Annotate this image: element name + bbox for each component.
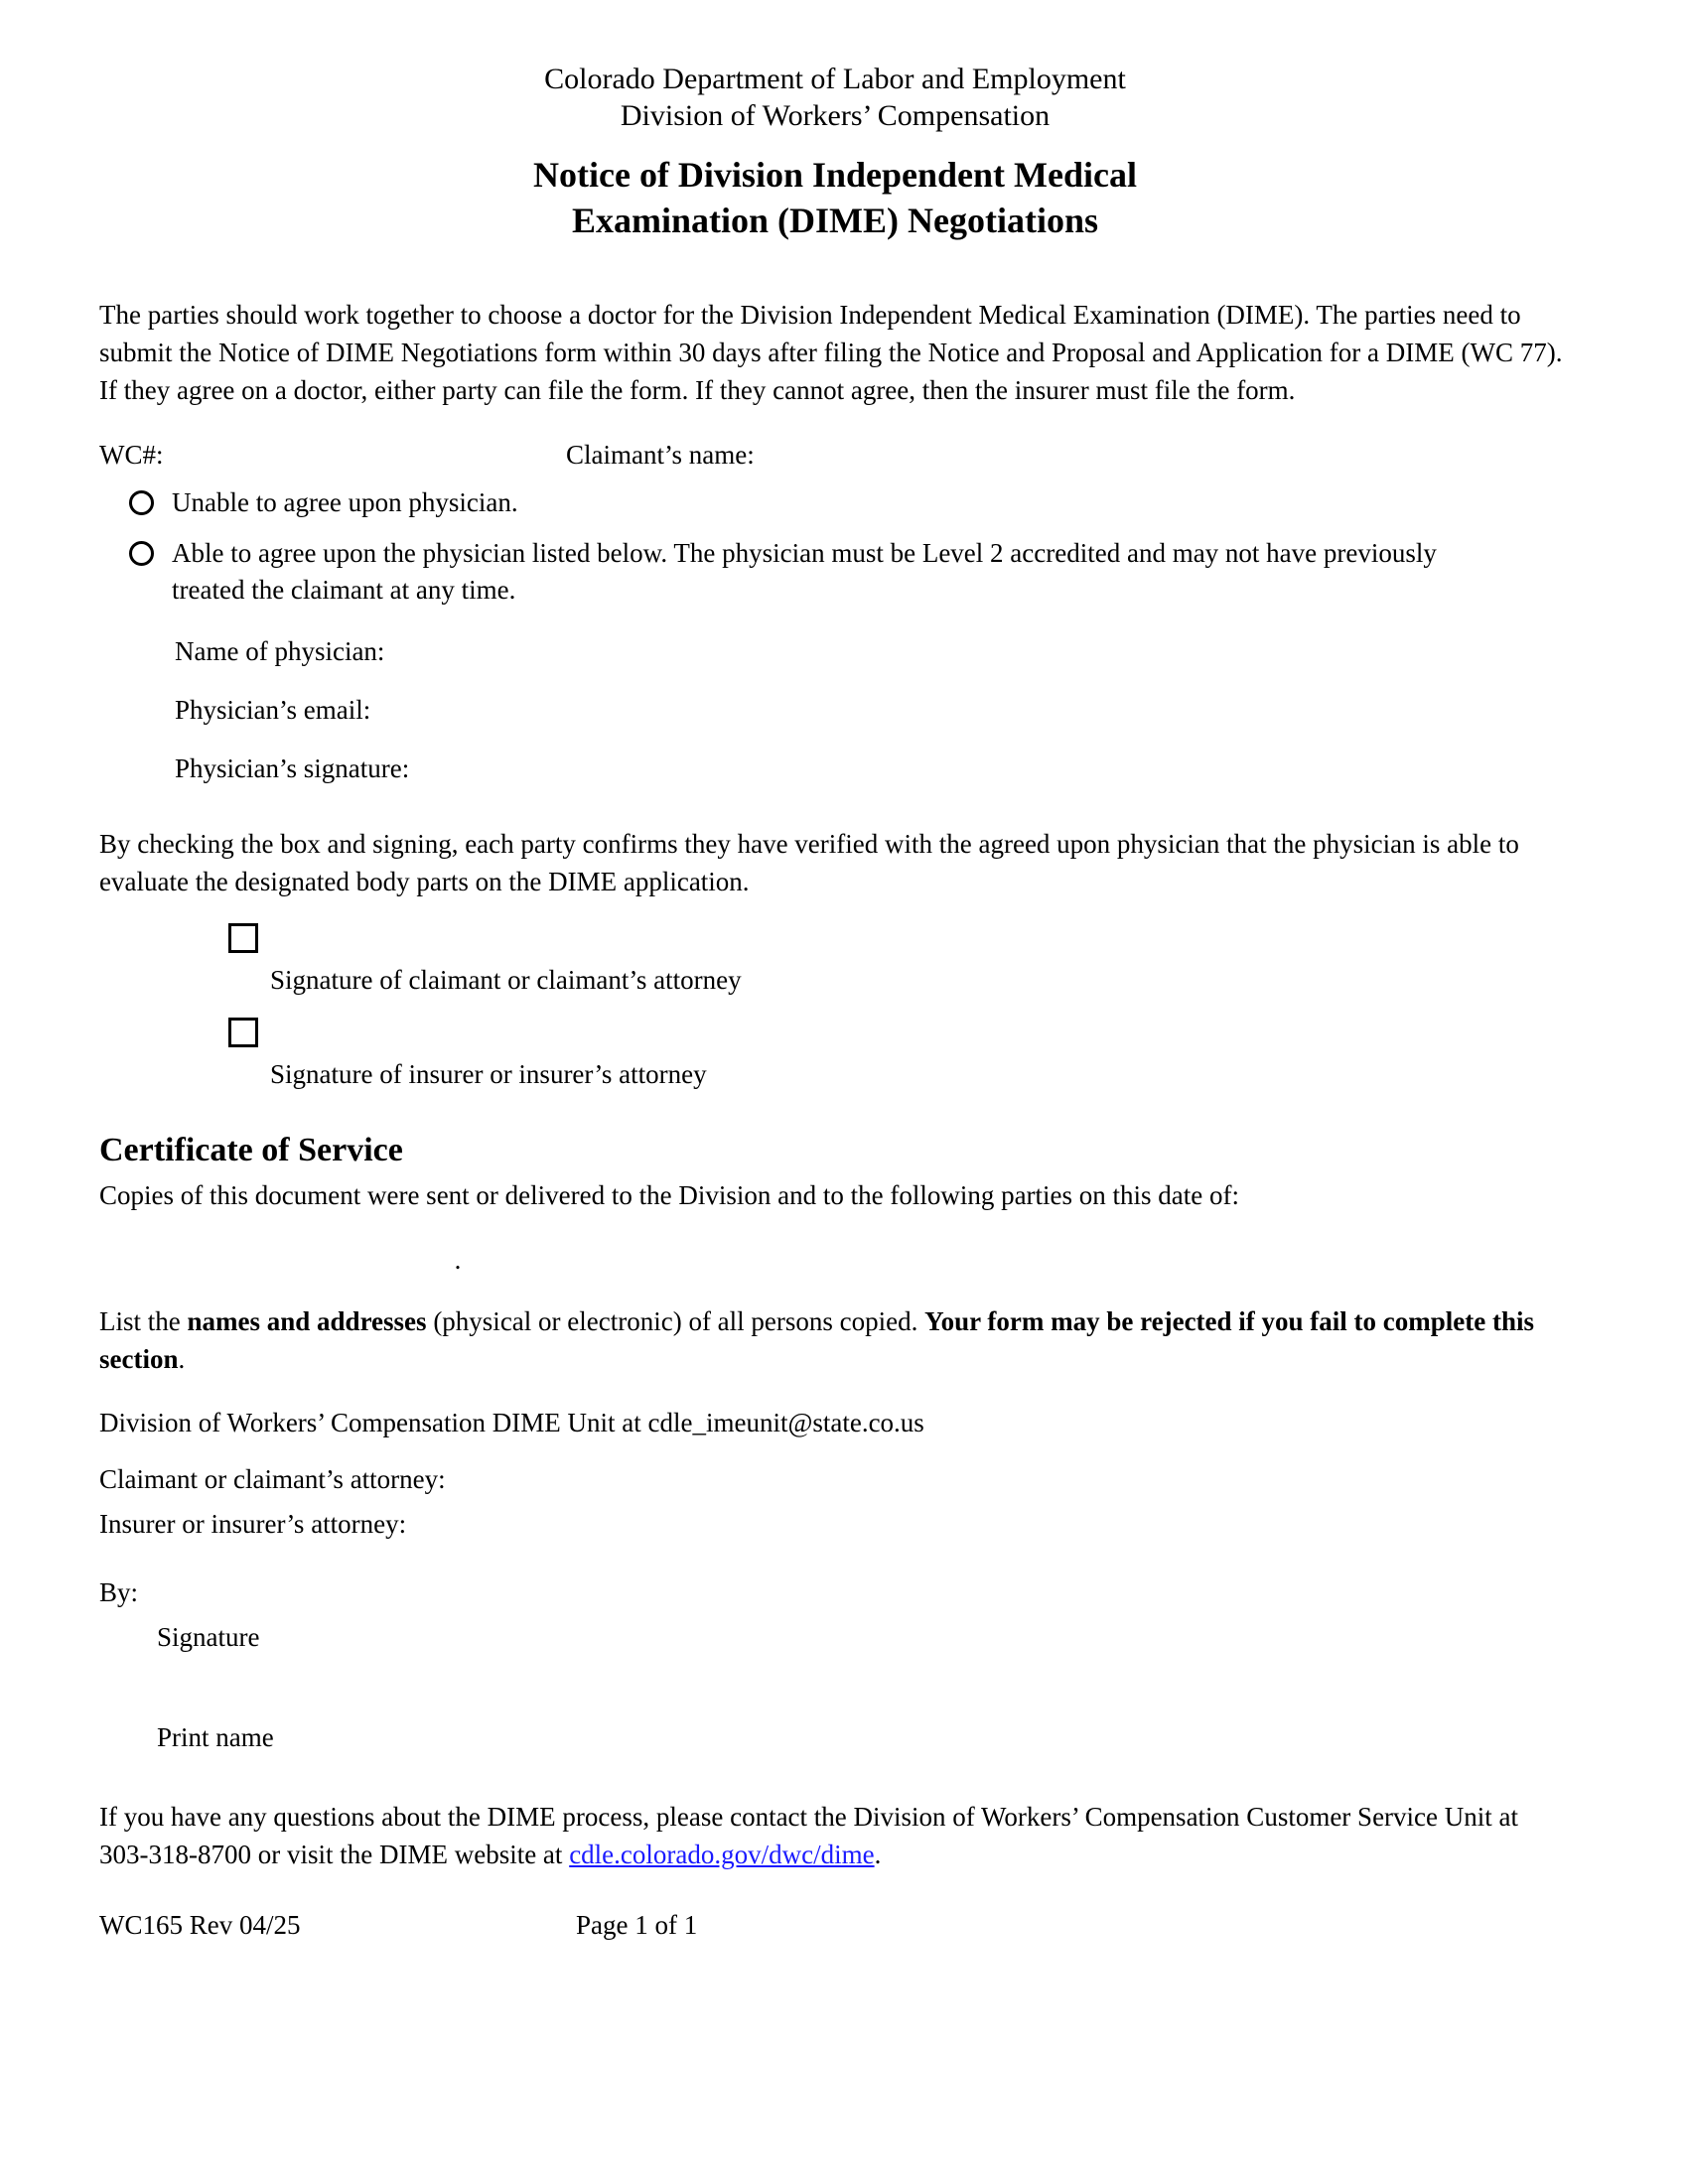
- list-addresses-note: [99, 1303, 1571, 1379]
- identification-row: [99, 440, 1571, 471]
- insurer-party-field[interactable]: Insurer or insurer’s attorney:: [99, 1509, 407, 1540]
- claimant-name-label: Claimant’s name:: [566, 439, 755, 470]
- agency-name-line-1: Colorado Department of Labor and Employment: [544, 63, 1126, 95]
- option-able-to-agree-label: Able to agree upon the physician listed below. The physician must be Level 2 accredited and may not have previously treated the claimant at any time.: [172, 537, 1437, 606]
- list-note-part-2: (physical or electronic) of all persons copied.: [426, 1305, 925, 1336]
- option-unable-to-agree-label: Unable to agree upon physician.: [172, 486, 518, 517]
- questions-paragraph: [99, 1799, 1571, 1874]
- claimant-signature-label: Signature of claimant or claimant’s attorney: [270, 965, 742, 996]
- page-title-line-1: Notice of Division Independent Medical: [533, 155, 1137, 196]
- list-note-bold-1: names and addresses: [187, 1305, 427, 1336]
- physician-signature-field[interactable]: Physician’s signature:: [175, 753, 410, 784]
- radio-button-icon[interactable]: [129, 541, 154, 566]
- list-note-part-1: List the: [99, 1305, 188, 1336]
- claimant-party-field[interactable]: Claimant or claimant’s attorney:: [99, 1464, 446, 1495]
- form-revision-id: WC165 Rev 04/25: [99, 1910, 301, 1941]
- option-unable-to-agree[interactable]: [99, 484, 1571, 521]
- list-note-part-3: .: [178, 1343, 186, 1374]
- radio-button-icon[interactable]: [129, 490, 154, 515]
- certificate-sent-line: Copies of this document were sent or delivered to the Division and to the following parties on this date of:: [99, 1180, 1240, 1211]
- insurer-attestation-checkbox[interactable]: [228, 1018, 258, 1047]
- division-dime-unit-line: Division of Workers’ Compensation DIME Unit at cdle_imeunit@state.co.us: [99, 1408, 924, 1438]
- list-note-bold-2: Your form may be rejected if you fail to complete this section: [99, 1305, 1535, 1374]
- physician-name-field[interactable]: Name of physician:: [175, 636, 385, 667]
- certificate-date-value[interactable]: .: [454, 1244, 462, 1275]
- agency-name-line-2: Division of Workers’ Compensation: [620, 98, 1051, 132]
- insurer-signature-label: Signature of insurer or insurer’s attorney: [270, 1059, 707, 1090]
- questions-text-part-2: .: [874, 1840, 882, 1870]
- wc-number-label: WC#:: [99, 439, 164, 470]
- print-name-label[interactable]: Print name: [157, 1722, 274, 1753]
- claimant-attestation-checkbox[interactable]: [228, 923, 258, 953]
- page-title-line-2: Examination (DIME) Negotiations: [572, 201, 1098, 241]
- page-title: [99, 152, 1571, 243]
- dime-website-link[interactable]: cdle.colorado.gov/dwc/dime: [569, 1840, 875, 1870]
- signature-label[interactable]: Signature: [157, 1622, 260, 1653]
- intro-paragraph: The parties should work together to choose a doctor for the Division Independent Medical Examination (DIME). The parties need to submit the Notice of DIME Negotiations form within 30 days after filing the Notice and Proposal and Application for a DIME (WC 77). If they agree on a doctor, either party can file the form. If they cannot agree, then the insurer must file the form.: [99, 300, 1563, 405]
- attestation-paragraph: By checking the box and signing, each party confirms they have verified with the agreed upon physician that the physician is able to evaluate the designated body parts on the DIME application.: [99, 829, 1519, 897]
- certificate-of-service-heading: Certificate of Service: [99, 1132, 403, 1169]
- option-able-to-agree[interactable]: [99, 535, 1571, 610]
- by-label: By:: [99, 1577, 139, 1608]
- physician-email-field[interactable]: Physician’s email:: [175, 695, 371, 726]
- footer: [99, 1910, 1571, 1941]
- page-number: Page 1 of 1: [576, 1910, 698, 1941]
- questions-text-part-1: If you have any questions about the DIME process, please contact the Division of Workers’ Compensation Customer Service Unit at 303-318-8700 or visit the DIME website at: [99, 1802, 1518, 1870]
